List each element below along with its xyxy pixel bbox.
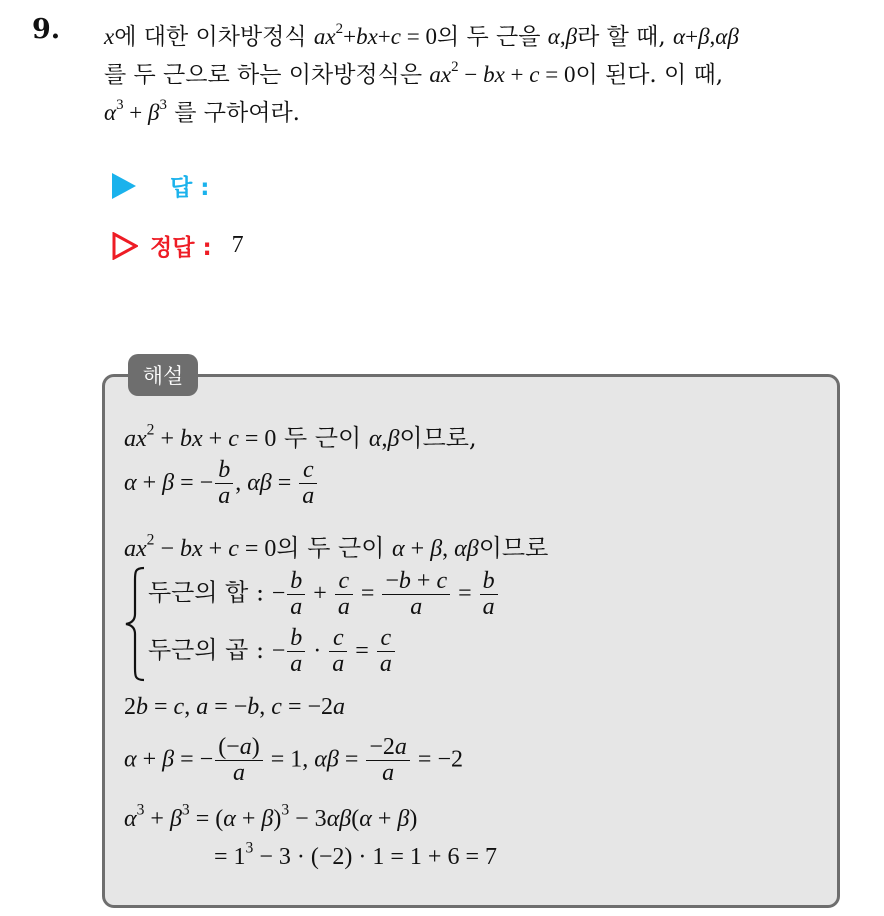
correct-answer-value: 7 xyxy=(231,232,244,258)
question-line-1: x에 대한 이차방정식 $ax^2+bx+c = 0$의 두 근을 α,β라 할 때, α+β,αβ xyxy=(104,20,739,50)
solution-line-1: $ax^2$ + bx + c = 0 두 근이 α,β이므로, xyxy=(124,421,477,452)
solution-line-4: 2b = c, a = −b, c = −2a xyxy=(124,694,346,720)
solution-line-7: = $1^3 - 3 \cdot (-2) \cdot 1 = 1 + 6 = 7$ xyxy=(214,839,497,870)
outline-triangle-icon xyxy=(112,232,150,260)
solution-line-5: α + β = − $\frac{(-a)}{a}$ = 1, αβ = $\frac{-2a}{a}$ = −2 xyxy=(124,734,463,787)
question-line-2: 를 두 근으로 하는 이차방정식은 $ax^2$ − bx + c = 0이 된다. 이 때, xyxy=(104,58,724,88)
play-triangle-icon xyxy=(112,173,136,199)
question-number: 9. xyxy=(32,14,61,45)
solution-line-6: $\alpha^3 + \beta^3 = (\alpha + \beta)^3 - 3\alpha\beta(\alpha + \beta)$ xyxy=(124,801,418,832)
solution-line-3: $ax^2$ − bx + c = 0의 두 근이 α + β, αβ이므로 xyxy=(124,531,549,562)
answer-label: 답 : xyxy=(170,175,210,201)
answer-row xyxy=(112,169,209,202)
correct-answer-row xyxy=(112,229,244,262)
correct-answer-label: 정답 : xyxy=(150,235,212,261)
solution-sum-line: 두근의 합 : − $\frac{b}{a}$ + $\frac{c}{a}$ = $\frac{-b + c}{a}$ = $\frac{b}{a}$ xyxy=(148,568,500,620)
solution-product-line: 두근의 곱 : − $\frac{b}{a}$ · $\frac{c}{a}$ = $\frac{c}{a}$ xyxy=(148,626,397,677)
left-brace-icon xyxy=(124,566,146,682)
solution-line-2: α + β = − $\frac{b}{a}$ , αβ = $\frac{c}{a}$ xyxy=(124,458,319,509)
solution-tag: 해설 xyxy=(128,354,198,396)
question-line-3: $\alpha^3 + \beta^3$ 를 구하여라. xyxy=(104,96,300,126)
